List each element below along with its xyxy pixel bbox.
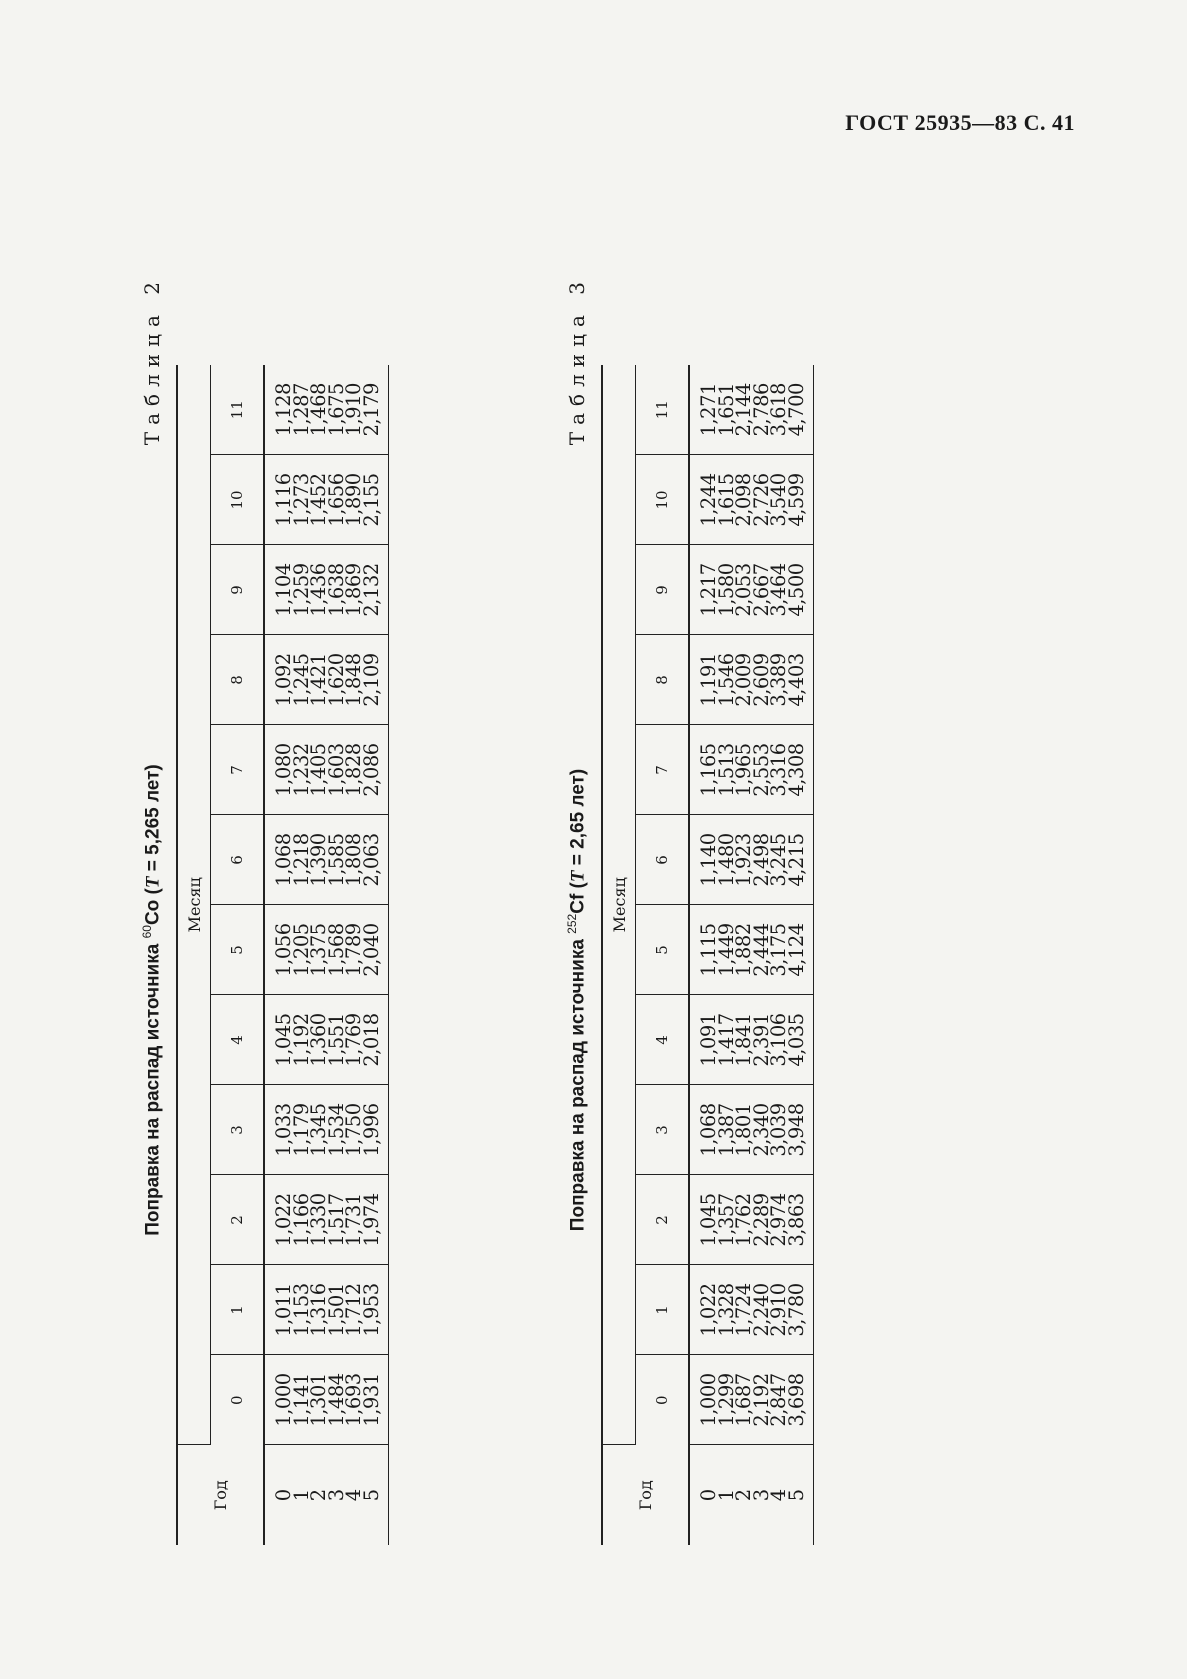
correction-value: 1,205: [289, 923, 313, 977]
correction-value: 1,769: [342, 1013, 365, 1067]
correction-value: 1,603: [324, 743, 348, 797]
month-value-cell: [264, 1355, 389, 1445]
correction-value: 1,091: [697, 1013, 720, 1067]
month-value-cell: [689, 455, 814, 545]
month-value-cell: [689, 905, 814, 995]
correction-value: 2,063: [359, 833, 383, 887]
correction-value: 1,092: [272, 653, 295, 707]
table-row: [689, 365, 814, 1545]
correction-value: 1,828: [342, 743, 365, 797]
correction-value: 1,484: [324, 1373, 348, 1427]
correction-value: 1,273: [289, 473, 313, 527]
correction-value: 1,996: [359, 1103, 383, 1157]
correction-value: 1,328: [714, 1283, 738, 1337]
correction-value: 1,387: [714, 1103, 738, 1157]
isotope-mass: 252: [565, 913, 579, 934]
correction-value: 1,974: [359, 1193, 383, 1247]
decay-table: [601, 365, 814, 1545]
correction-value: 1,651: [714, 383, 738, 437]
correction-value: 2,910: [767, 1283, 790, 1337]
title-prefix: Поправка на распад источника: [142, 938, 164, 1236]
correction-value: 2,053: [732, 563, 755, 617]
correction-value: 1,245: [289, 653, 313, 707]
correction-value: 1,116: [272, 473, 295, 527]
correction-value: 1,115: [697, 923, 720, 977]
month-col-header: 4: [636, 995, 690, 1085]
month-value-cell: [689, 365, 814, 455]
correction-value: 1,068: [697, 1103, 720, 1157]
title-prefix: Поправка на распад источника: [567, 933, 589, 1232]
correction-value: 2,786: [749, 383, 773, 437]
correction-value: 1,953: [359, 1283, 383, 1337]
correction-value: 1,693: [342, 1373, 365, 1427]
month-col-header: 8: [636, 635, 690, 725]
correction-value: 1,217: [697, 563, 720, 617]
correction-value: 2,086: [359, 743, 383, 797]
correction-value: 1,910: [342, 383, 365, 437]
table-3-panel: [565, 275, 925, 1545]
correction-value: 4,124: [784, 923, 808, 977]
month-value-cell: [264, 1085, 389, 1175]
month-header: Месяц: [602, 365, 636, 1445]
correction-value: 2,391: [749, 1013, 773, 1067]
correction-value: 1,316: [307, 1283, 330, 1337]
correction-value: 2,726: [749, 473, 773, 527]
month-col-header: 2: [636, 1175, 690, 1265]
correction-value: 1,568: [324, 923, 348, 977]
month-value-cell: [689, 635, 814, 725]
correction-value: 1,449: [714, 923, 738, 977]
correction-value: 1,546: [714, 653, 738, 707]
correction-value: 3,780: [784, 1283, 808, 1337]
month-value-cell: [264, 725, 389, 815]
half-life-value: 5,265 лет: [142, 770, 164, 855]
month-value-cell: [264, 1265, 389, 1355]
month-col-header: 9: [636, 545, 690, 635]
correction-value: 1,405: [307, 743, 330, 797]
correction-value: 3,863: [784, 1193, 808, 1247]
correction-value: 3,106: [767, 1013, 790, 1067]
month-value-cell: [264, 1175, 389, 1265]
correction-value: 1,585: [324, 833, 348, 887]
half-life-value: 2,65 лет: [567, 775, 589, 849]
correction-value: 1,656: [324, 473, 348, 527]
correction-value: 2,609: [749, 653, 773, 707]
correction-value: 2,040: [359, 923, 383, 977]
month-col-header: 7: [211, 725, 265, 815]
page-header: ГОСТ 25935—83 С. 41: [845, 110, 1075, 135]
year-value: 3: [749, 1489, 773, 1502]
correction-value: 1,580: [714, 563, 738, 617]
isotope-symbol: Cf: [567, 893, 589, 914]
correction-value: 2,553: [749, 743, 773, 797]
correction-value: 1,360: [307, 1013, 330, 1067]
correction-value: 1,762: [732, 1193, 755, 1247]
correction-value: 1,218: [289, 833, 313, 887]
correction-value: 2,974: [767, 1193, 790, 1247]
table-row: [264, 365, 389, 1545]
correction-value: 1,513: [714, 743, 738, 797]
correction-value: 4,599: [784, 473, 808, 527]
correction-value: 4,403: [784, 653, 808, 707]
correction-value: 2,192: [749, 1373, 773, 1427]
correction-value: 1,232: [289, 743, 313, 797]
correction-value: 1,965: [732, 743, 755, 797]
correction-value: 1,931: [359, 1373, 383, 1427]
month-value-cell: [264, 545, 389, 635]
year-value: 5: [359, 1489, 383, 1502]
year-value: 2: [732, 1489, 755, 1502]
month-col-header: 7: [636, 725, 690, 815]
correction-value: 2,340: [749, 1103, 773, 1157]
correction-value: 1,045: [272, 1013, 295, 1067]
correction-value: 4,308: [784, 743, 808, 797]
correction-value: 4,500: [784, 563, 808, 617]
correction-value: 2,667: [749, 563, 773, 617]
correction-value: 1,480: [714, 833, 738, 887]
month-col-header: 8: [211, 635, 265, 725]
month-col-header: 1: [636, 1265, 690, 1355]
year-cell: [264, 1445, 389, 1545]
correction-value: 1,166: [289, 1193, 313, 1247]
month-value-cell: [689, 1265, 814, 1355]
month-col-header: 10: [636, 455, 690, 545]
correction-value: 3,698: [784, 1373, 808, 1427]
month-col-header: 9: [211, 545, 265, 635]
correction-value: 1,301: [307, 1373, 330, 1427]
isotope-mass: 60: [140, 925, 154, 939]
correction-value: 1,501: [324, 1283, 348, 1337]
correction-value: 1,801: [732, 1103, 755, 1157]
table-2-panel: [140, 275, 490, 1545]
month-col-header: 6: [636, 815, 690, 905]
month-value-cell: [264, 455, 389, 545]
month-col-header: 0: [636, 1355, 690, 1445]
correction-value: 1,128: [272, 383, 295, 437]
month-col-header: 3: [211, 1085, 265, 1175]
month-value-cell: [689, 1175, 814, 1265]
year-value: 4: [767, 1489, 790, 1502]
correction-value: 2,847: [767, 1373, 790, 1427]
year-value: 2: [307, 1489, 330, 1502]
correction-value: 2,444: [749, 923, 773, 977]
month-value-cell: [689, 995, 814, 1085]
correction-value: 3,389: [767, 653, 790, 707]
correction-value: 1,712: [342, 1283, 365, 1337]
table-label: Таблица 2: [140, 275, 164, 446]
correction-value: 4,215: [784, 833, 808, 887]
month-value-cell: [689, 815, 814, 905]
correction-value: 1,551: [324, 1013, 348, 1067]
year-header: Год: [602, 1445, 689, 1545]
correction-value: 1,056: [272, 923, 295, 977]
month-value-cell: [264, 995, 389, 1085]
month-col-header: 4: [211, 995, 265, 1085]
correction-value: 1,299: [714, 1373, 738, 1427]
month-col-header: 0: [211, 1355, 265, 1445]
correction-value: 1,330: [307, 1193, 330, 1247]
correction-value: 1,724: [732, 1283, 755, 1337]
month-value-cell: [689, 1355, 814, 1445]
correction-value: 3,316: [767, 743, 790, 797]
correction-value: 1,390: [307, 833, 330, 887]
correction-value: 2,098: [732, 473, 755, 527]
month-value-cell: [689, 1085, 814, 1175]
correction-value: 1,000: [697, 1373, 720, 1427]
half-life-symbol: T: [142, 876, 164, 889]
month-col-header: 1: [211, 1265, 265, 1355]
month-col-header: 5: [636, 905, 690, 995]
correction-value: 1,687: [732, 1373, 755, 1427]
correction-value: 1,923: [732, 833, 755, 887]
correction-value: 3,948: [784, 1103, 808, 1157]
correction-value: 2,289: [749, 1193, 773, 1247]
month-value-cell: [689, 545, 814, 635]
correction-value: 1,452: [307, 473, 330, 527]
correction-value: 2,155: [359, 473, 383, 527]
correction-value: 3,039: [767, 1103, 790, 1157]
year-header: Год: [177, 1445, 264, 1545]
correction-value: 1,620: [324, 653, 348, 707]
correction-value: 1,421: [307, 653, 330, 707]
correction-value: 1,141: [289, 1373, 313, 1427]
correction-value: 2,018: [359, 1013, 383, 1067]
correction-value: 1,271: [697, 383, 720, 437]
correction-value: 2,132: [359, 563, 383, 617]
correction-value: 1,869: [342, 563, 365, 617]
table-title: Поправка на распад источника $^{252}$Cf (T = 2,65 лет): [565, 768, 589, 1232]
correction-value: 1,731: [342, 1193, 365, 1247]
correction-value: 1,517: [324, 1193, 348, 1247]
correction-value: 1,045: [697, 1193, 720, 1247]
correction-value: 4,700: [784, 383, 808, 437]
correction-value: 1,890: [342, 473, 365, 527]
correction-value: 1,417: [714, 1013, 738, 1067]
table-title: Поправка на распад источника $^{60}$Co (T = 5,265 лет): [140, 764, 164, 1236]
year-value: 4: [342, 1489, 365, 1502]
correction-value: 1,534: [324, 1103, 348, 1157]
month-value-cell: [264, 635, 389, 725]
correction-value: 1,033: [272, 1103, 295, 1157]
month-col-header: 10: [211, 455, 265, 545]
correction-value: 2,109: [359, 653, 383, 707]
correction-value: 2,009: [732, 653, 755, 707]
year-cell: [689, 1445, 814, 1545]
correction-value: 1,468: [307, 383, 330, 437]
correction-value: 1,848: [342, 653, 365, 707]
year-value: 0: [272, 1489, 295, 1502]
correction-value: 2,179: [359, 383, 383, 437]
correction-value: 1,191: [697, 653, 720, 707]
correction-value: 1,080: [272, 743, 295, 797]
month-value-cell: [264, 905, 389, 995]
correction-value: 1,638: [324, 563, 348, 617]
correction-value: 1,022: [697, 1283, 720, 1337]
correction-value: 1,104: [272, 563, 295, 617]
correction-value: 1,068: [272, 833, 295, 887]
month-value-cell: [264, 365, 389, 455]
correction-value: 1,011: [272, 1283, 295, 1337]
correction-value: 1,675: [324, 383, 348, 437]
month-col-header: 2: [211, 1175, 265, 1265]
month-col-header: 5: [211, 905, 265, 995]
correction-value: 2,498: [749, 833, 773, 887]
correction-value: 1,287: [289, 383, 313, 437]
month-header: Месяц: [177, 365, 211, 1445]
correction-value: 1,345: [307, 1103, 330, 1157]
month-col-header: 11: [211, 365, 265, 455]
correction-value: 1,259: [289, 563, 313, 617]
correction-value: 3,618: [767, 383, 790, 437]
month-col-header: 6: [211, 815, 265, 905]
isotope-symbol: Co: [142, 899, 164, 926]
decay-table: [176, 365, 389, 1545]
correction-value: 2,240: [749, 1283, 773, 1337]
correction-value: 1,153: [289, 1283, 313, 1337]
month-col-header: 3: [636, 1085, 690, 1175]
correction-value: 1,022: [272, 1193, 295, 1247]
correction-value: 1,615: [714, 473, 738, 527]
year-value: 0: [697, 1489, 720, 1502]
correction-value: 1,789: [342, 923, 365, 977]
correction-value: 3,175: [767, 923, 790, 977]
year-value: 3: [324, 1489, 348, 1502]
correction-value: 1,375: [307, 923, 330, 977]
correction-value: 1,357: [714, 1193, 738, 1247]
correction-value: 1,808: [342, 833, 365, 887]
year-value: 5: [784, 1489, 808, 1502]
correction-value: 1,436: [307, 563, 330, 617]
correction-value: 3,464: [767, 563, 790, 617]
month-col-header: 11: [636, 365, 690, 455]
correction-value: 1,165: [697, 743, 720, 797]
year-value: 1: [714, 1489, 738, 1502]
correction-value: 1,140: [697, 833, 720, 887]
table-label: Таблица 3: [565, 275, 589, 446]
correction-value: 1,192: [289, 1013, 313, 1067]
correction-value: 4,035: [784, 1013, 808, 1067]
correction-value: 1,841: [732, 1013, 755, 1067]
correction-value: 3,245: [767, 833, 790, 887]
correction-value: 1,882: [732, 923, 755, 977]
year-value: 1: [289, 1489, 313, 1502]
correction-value: 2,144: [732, 383, 755, 437]
correction-value: 1,000: [272, 1373, 295, 1427]
correction-value: 1,750: [342, 1103, 365, 1157]
correction-value: 1,179: [289, 1103, 313, 1157]
correction-value: 1,244: [697, 473, 720, 527]
correction-value: 3,540: [767, 473, 790, 527]
month-value-cell: [689, 725, 814, 815]
half-life-symbol: T: [567, 870, 589, 883]
month-value-cell: [264, 815, 389, 905]
